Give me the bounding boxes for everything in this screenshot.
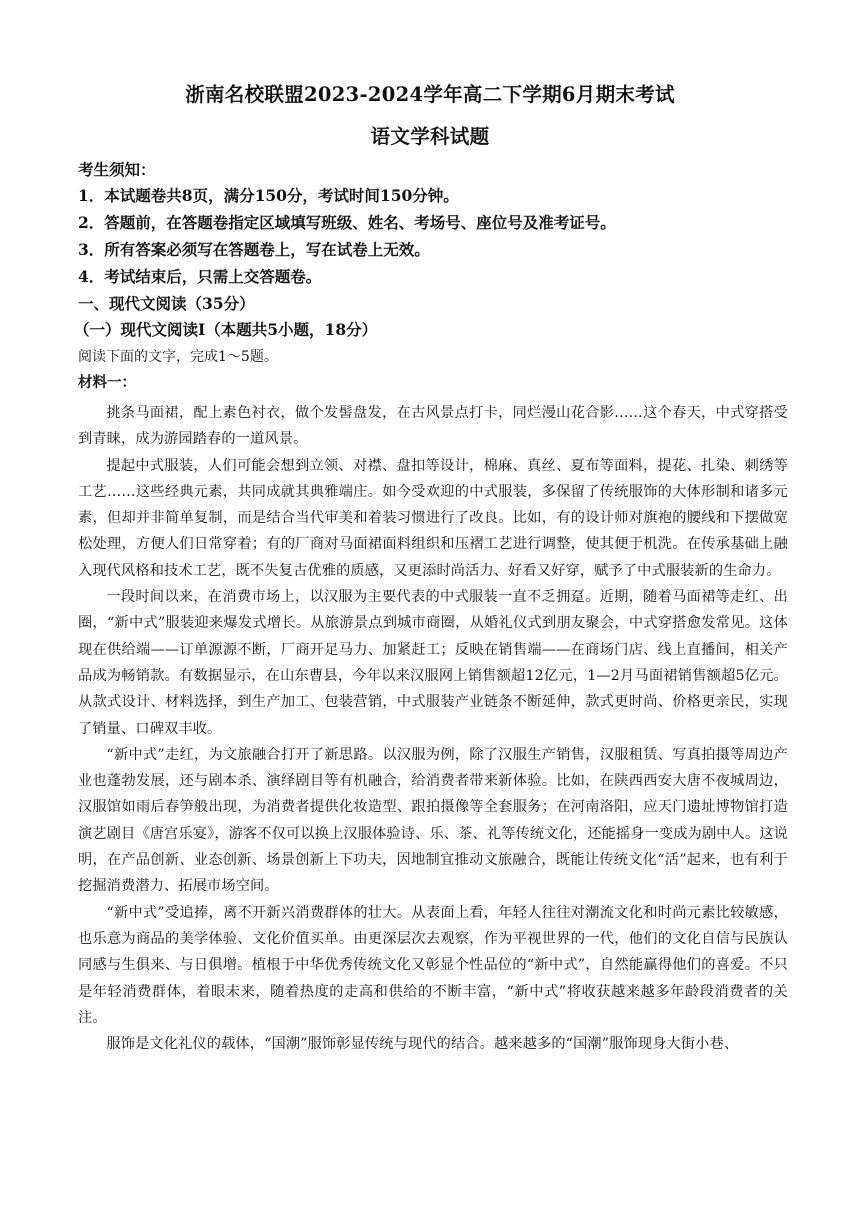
passage-paragraph: 服饰是文化礼仪的载体，“国潮”服饰彰显传统与现代的结合。越来越多的“国潮”服饰现身大街小巷、 — [106, 1036, 739, 1053]
notice-item: 3．所有答案必须写在答题卷上，写在试卷上无效。 — [78, 240, 430, 259]
notice-heading: 考生须知： — [78, 160, 156, 179]
passage-paragraph: “新中式”受追捧，离不开新兴消费群体的壮大。从表面上看，年轻人往往对潮流文化和时尚元素比较敏感，也乐意为商品的美学体验、文化价值买单。由更深层次去观察，作为平视世界的一代，他们的文化自信与民族认同感与生俱来、与日俱增。植根于中华优秀传统文化又彰显个性品位的“新中式”，自然能赢得他们的喜爱。不只是年轻消费群体，着眼未来，随着热度的走高和供给的不断丰富，“新中式”将收获越来越多年龄段消费者的关注。 — [78, 904, 788, 1026]
passage-paragraph: 提起中式服装，人们可能会想到立领、对襟、盘扣等设计，棉麻、真丝、夏布等面料，提花、扎染、刺绣等工艺……这些经典元素，共同成就其典雅端庄。如今受欢迎的中式服装，多保留了传统服饰的大体形制和诸多元素，但却并非简单复制，而是结合当代审美和着装习惯进行了改良。比如，有的设计师对旗袍的腰线和下摆做宽松处理，方便人们日常穿着；有的厂商对马面裙面料组织和压褶工艺进行调整，使其便于机洗。在传承基础上融入现代风格和技术工艺，既不失复古优雅的质感，又更添时尚活力、好看又好穿，赋予了中式服装新的生命力。 — [78, 457, 788, 579]
section-heading: 一、现代文阅读（35分） — [78, 294, 255, 313]
exam-title: 浙南名校联盟2023-2024学年高二下学期6月期末考试 — [185, 83, 675, 106]
section-subheading: （一）现代文阅读Ⅰ（本题共5小题，18分） — [74, 320, 378, 339]
reading-instruction: 阅读下面的文字，完成1～5题。 — [78, 349, 278, 365]
material-label: 材料一： — [78, 374, 136, 391]
passage-paragraph: “新中式”走红，为文旅融合打开了新思路。以汉服为例，除了汉服生产销售，汉服租赁、写真拍摄等周边产业也蓬勃发展，还与剧本杀、演绎剧目等有机融合，给消费者带来新体验。比如，在陕西西安大唐不夜城周边，汉服馆如雨后春笋般出现，为消费者提供化妆造型、跟拍摄像等全套服务；在河南洛阳，应天门遗址博物馆打造演艺剧目《唐宫乐宴》，游客不仅可以换上汉服体验诗、乐、茶、礼等传统文化，还能摇身一变成为剧中人。这说明，在产品创新、业态创新、场景创新上下功夫，因地制宜推动文旅融合，既能让传统文化“活”起来，也有利于挖掘消费潜力、拓展市场空间。 — [78, 746, 788, 895]
passage-paragraph: 挑条马面裙，配上素色衬衣，做个发髻盘发，在古风景点打卡，同烂漫山花合影……这个春天，中式穿搭受到青睐，成为游园踏春的一道风景。 — [78, 405, 788, 448]
notice-item: 1．本试题卷共8页，满分150分，考试时间150分钟。 — [78, 186, 459, 205]
passage — [78, 400, 788, 1057]
exam-subtitle: 语文学科试题 — [370, 125, 490, 148]
notice-item: 2．答题前，在答题卷指定区域填写班级、姓名、考场号、座位号及准考证号。 — [78, 213, 616, 232]
notice-item: 4．考试结束后，只需上交答题卷。 — [78, 267, 322, 286]
passage-paragraph: 一段时间以来，在消费市场上，以汉服为主要代表的中式服装一直不乏拥趸。近期，随着马面裙等走红、出圈，“新中式”服装迎来爆发式增长。从旅游景点到城市商圈，从婚礼仪式到朋友聚会，中式穿搭愈发常见。这体现在供给端——订单源源不断，厂商开足马力、加紧赶工；反映在销售端——在商场门店、线上直播间，相关产品成为畅销款。有数据显示，在山东曹县，今年以来汉服网上销售额超12亿元，1—2月马面裙销售额超5亿元。从款式设计、材料选择，到生产加工、包装营销，中式服装产业链条不断延伸，款式更时尚、价格更亲民，实现了销量、口碑双丰收。 — [78, 589, 788, 737]
